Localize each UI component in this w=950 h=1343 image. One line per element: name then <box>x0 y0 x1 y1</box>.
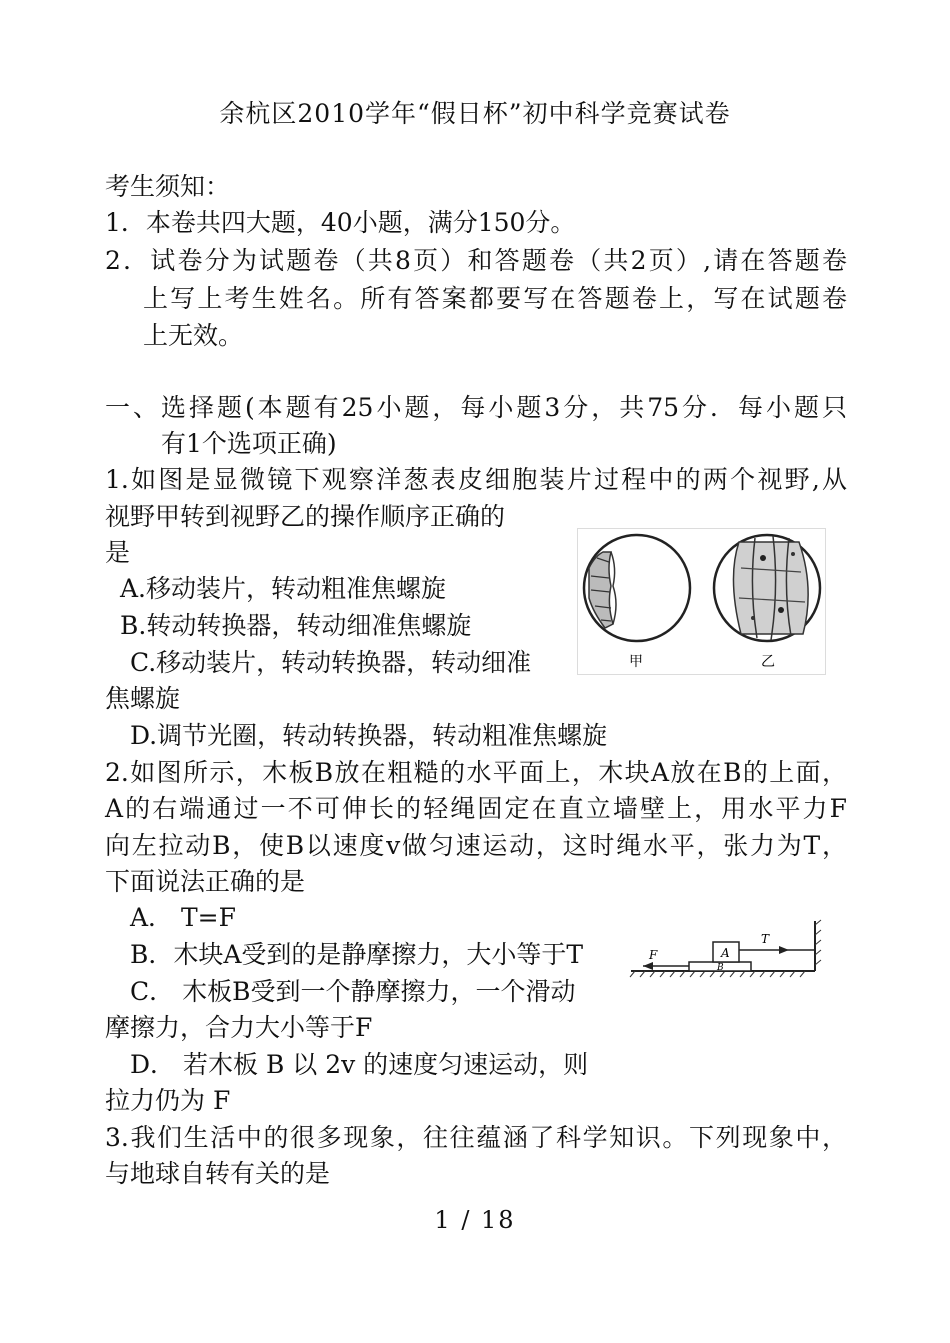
q2-option-b: B．木块A受到的是静摩擦力，大小等于T <box>130 940 584 969</box>
notice-item-1: 1．本卷共四大题，40小题，满分150分。 <box>105 208 576 237</box>
label-jia: 甲 <box>629 654 643 670</box>
q1-option-d: D.调节光圈，转动转换器，转动粗准焦螺旋 <box>130 721 608 750</box>
q1-option-a: A.移动装片，转动粗准焦螺旋 <box>120 574 447 603</box>
exam-title: 余杭区2010学年“假日杯”初中科学竞赛试卷 <box>219 99 731 128</box>
q2-option-d-cont: 拉力仍为 F <box>105 1086 231 1115</box>
q2-stem-line-1: 2.如图所示，木板B放在粗糙的水平面上，木块A放在B的上面， <box>105 758 847 787</box>
microscope-views-figure <box>577 528 826 675</box>
q2-option-c: C． 木板B受到一个静摩擦力，一个滑动 <box>130 977 576 1006</box>
label-f: F <box>649 948 658 962</box>
q2-option-d: D． 若木板 B 以 2v 的速度匀速运动，则 <box>130 1050 589 1079</box>
q2-stem-line-2: A的右端通过一不可伸长的轻绳固定在直立墙壁上，用水平力F <box>105 794 847 823</box>
q1-option-b: B.转动转换器，转动细准焦螺旋 <box>120 611 472 640</box>
q2-option-a: A． T=F <box>130 903 236 932</box>
q1-option-c-cont: 焦螺旋 <box>105 684 181 713</box>
block-force-figure <box>629 915 825 985</box>
q3-stem-line-2: 与地球自转有关的是 <box>105 1159 331 1188</box>
q1-stem-line-2: 视野甲转到视野乙的操作顺序正确的 <box>105 502 506 531</box>
section-1-heading: 一、选择题(本题有25小题，每小题3分，共75分．每小题只 <box>105 393 847 422</box>
label-t: T <box>761 932 770 946</box>
label-a: A <box>721 946 730 960</box>
q3-stem-line-1: 3.我们生活中的很多现象，往往蕴涵了科学知识。下列现象中， <box>105 1123 847 1152</box>
view-jia-circle <box>584 535 690 641</box>
q2-option-c-cont: 摩擦力，合力大小等于F <box>105 1013 373 1042</box>
label-b: B <box>717 963 724 973</box>
notice-item-2-line-2: 上写上考生姓名。所有答案都要写在答题卷上，写在试题卷 <box>143 284 847 313</box>
q1-stem-line-3: 是 <box>105 538 131 567</box>
view-yi-circle <box>714 535 820 641</box>
section-1-heading-cont: 有1个选项正确) <box>161 429 337 458</box>
notice-heading: 考生须知： <box>105 172 231 201</box>
q1-option-c: C.移动装片，转动转换器，转动细准 <box>130 648 532 677</box>
notice-item-2-line-1: 2．试卷分为试题卷（共8页）和答题卷（共2页）,请在答题卷 <box>105 246 847 275</box>
notice-item-2-line-3: 上无效。 <box>143 321 244 350</box>
q2-stem-line-3: 向左拉动B，使B以速度v做匀速运动，这时绳水平，张力为T， <box>105 831 847 860</box>
label-yi: 乙 <box>761 654 775 670</box>
q1-stem-line-1: 1.如图是显微镜下观察洋葱表皮细胞装片过程中的两个视野,从 <box>105 465 847 494</box>
q2-stem-line-4: 下面说法正确的是 <box>105 867 306 896</box>
page-number: 1 / 18 <box>434 1206 516 1234</box>
